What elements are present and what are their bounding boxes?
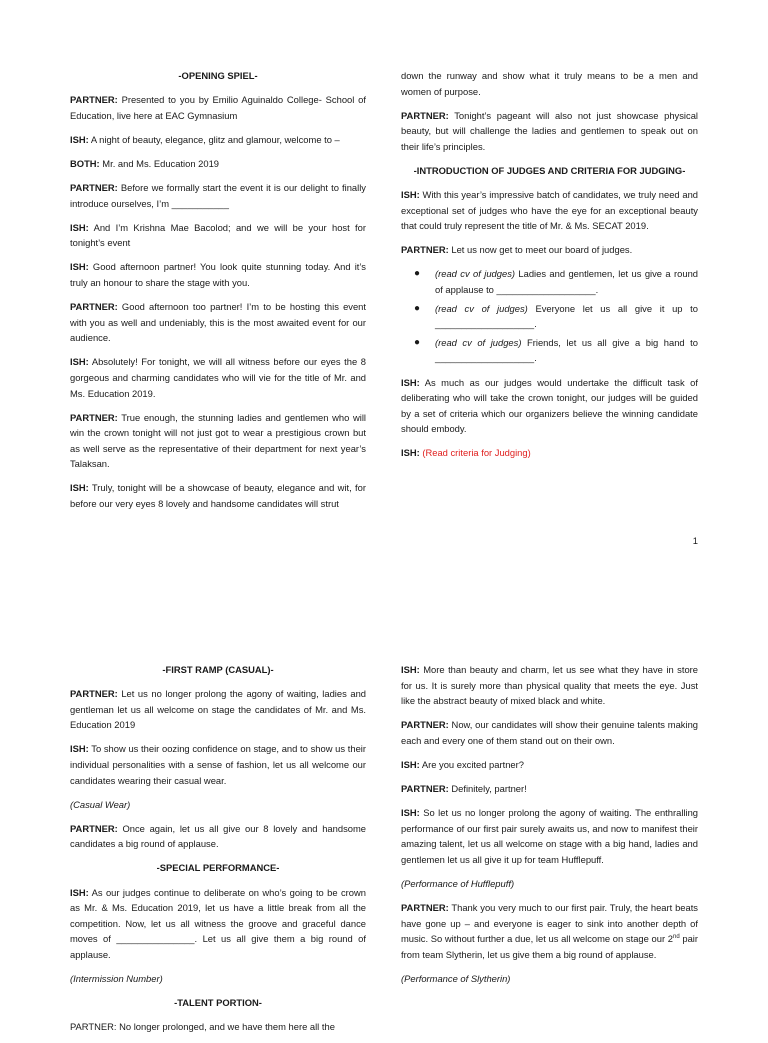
- stage-cue: (Performance of Slytherin): [401, 973, 511, 984]
- line-text: Good afternoon too partner! I’m to be hosting this event with you as well and undeniably, this is the most awaited event for our audience.: [70, 301, 366, 344]
- cutoff-line: PARTNER: No longer prolonged, and we have them here all the: [70, 1021, 335, 1033]
- script-line: [401, 242, 698, 258]
- page1-right-column: [401, 68, 698, 469]
- judges-heading: -INTRODUCTION OF JUDGES AND CRITERIA FOR JUDGING-: [413, 164, 686, 176]
- line-text: Friends, let us all give a big hand to ___________________.: [435, 336, 698, 364]
- speaker-label: PARTNER:: [70, 181, 118, 193]
- list-item: [401, 335, 698, 366]
- stage-cue: (read cv of judges): [435, 302, 528, 314]
- line-text: Definitely, partner!: [448, 783, 527, 795]
- line-text: As our judges continue to deliberate on who’s going to be crown as Mr. & Ms. Education 2019, let us have a little break from all the competition. Now, let us all witness the groove and graceful dance moves of _______________. Let us all give them a big round of applause.: [70, 886, 366, 960]
- line-text: Are you excited partner?: [419, 758, 524, 770]
- speaker-label: ISH:: [70, 221, 89, 233]
- line-text: Absolutely! For tonight, we will all witness before our eyes the 8 gorgeous and charming candidates who will vie for the title of Mr. and Ms. Education 2019.: [70, 356, 366, 399]
- criteria-cue: (Read criteria for Judging): [419, 447, 531, 459]
- line-text: More than beauty and charm, let us see what they have in store for us. It is surely more than physical quality that meets the eye. Just like the abstract beauty of mixed black and white.: [401, 664, 698, 707]
- script-line: [70, 132, 366, 148]
- document-page-2: [0, 636, 768, 1033]
- continuation-text: down the runway and show what it truly means to be a men and women of purpose.: [401, 70, 698, 97]
- line-text: So let us no longer prolong the agony of waiting. The enthralling performance of our first pair surely awaits us, and now to manifest their amazing talent, let us all welcome on stage with a big hand, ladies and gentlemen let us all give it up for team Hufflepuff.: [401, 807, 698, 865]
- line-text: Before we formally start the event it is our delight to finally introduce ourselves, I’m ___________: [70, 181, 366, 209]
- page2-right-column: [401, 662, 698, 995]
- line-text: pair from team Slytherin, let us give them a big round of applause.: [401, 933, 698, 960]
- speaker-label: ISH:: [401, 664, 420, 675]
- speaker-label: ISH:: [401, 807, 420, 819]
- script-line: [70, 741, 366, 788]
- speaker-label: ISH:: [70, 482, 89, 494]
- speaker-label: ISH:: [401, 758, 420, 770]
- script-line: [70, 480, 366, 511]
- speaker-label: ISH:: [70, 261, 89, 273]
- speaker-label: ISH:: [401, 447, 420, 459]
- page2-left-column: [70, 662, 366, 1043]
- speaker-label: PARTNER:: [70, 301, 118, 313]
- talent-portion-heading: -TALENT PORTION-: [174, 997, 262, 1009]
- line-text: Ladies and gentlemen, let us give a round of applause to ___________________.: [435, 268, 698, 296]
- stage-cue: (Casual Wear): [70, 798, 131, 810]
- script-line: [70, 410, 366, 472]
- bullet-icon: ●: [414, 336, 421, 348]
- line-text: As much as our judges would undertake the difficult task of deliberating who will take the crown tonight, our judges will be guided by a set of criteria which our organizers believe the winning candidate should embody.: [401, 376, 698, 435]
- line-text: Truly, tonight will be a showcase of beauty, elegance and wit, for before our very eyes 8 lovely and handsome candidates will strut: [70, 482, 366, 510]
- speaker-label: PARTNER:: [401, 109, 449, 121]
- speaker-label: ISH:: [70, 743, 89, 755]
- speaker-label: PARTNER:: [70, 411, 118, 423]
- line-text: To show us their oozing confidence on stage, and to show us their individual personalities with a sense of fashion, let us all welcome our candidates wearing their casual wear.: [70, 743, 366, 786]
- script-line: [401, 375, 698, 437]
- speaker-label: PARTNER:: [401, 783, 449, 795]
- line-text: A night of beauty, elegance, glitz and glamour, welcome to –: [88, 133, 340, 145]
- script-line: [401, 662, 698, 709]
- line-text: Mr. and Ms. Education 2019: [99, 157, 220, 169]
- page-gap: [0, 574, 768, 636]
- stage-cue: (read cv of judges): [435, 336, 522, 348]
- special-performance-heading: -SPECIAL PERFORMANCE-: [156, 862, 280, 874]
- line-text: Tonight’s pageant will also not just showcase physical beauty, but will challenge the ladies and gentlemen to speak out on their life’s principles.: [401, 109, 698, 152]
- script-line: [401, 445, 698, 461]
- speaker-label: PARTNER:: [70, 822, 118, 834]
- script-line: [70, 92, 366, 123]
- line-text: Everyone let us all give it up to ___________________.: [435, 302, 698, 330]
- script-line: [70, 259, 366, 290]
- line-text: Now, our candidates will show their genuine talents making each and every one of them stand out on their own.: [401, 719, 698, 746]
- script-line: [401, 108, 698, 155]
- speaker-label: PARTNER:: [401, 902, 449, 914]
- line-text: With this year’s impressive batch of candidates, we truly need and exceptional set of judges who have the eye for an exceptional beauty that could truly represent the title of Mr. & Ms. SECAT 2019.: [401, 189, 698, 232]
- speaker-label: ISH:: [70, 133, 89, 145]
- line-text: Presented to you by Emilio Aguinaldo College- School of Education, live here at EAC Gymnasium: [70, 94, 366, 121]
- speaker-label: PARTNER:: [401, 244, 449, 256]
- script-line: [401, 757, 698, 773]
- speaker-label: PARTNER:: [70, 94, 118, 106]
- line-text: Once again, let us all give our 8 lovely and handsome candidates a big round of applause.: [70, 822, 366, 850]
- script-line: [401, 717, 698, 748]
- page1-left-column: [70, 68, 366, 520]
- line-text: Let us no longer prolong the agony of waiting, ladies and gentleman let us all welcome on stage the candidates of Mr. and Ms. Education 2019: [70, 688, 366, 731]
- speaker-label: ISH:: [70, 356, 89, 368]
- script-line: [70, 156, 366, 172]
- line-text: Thank you very much to our first pair. Truly, the heart beats have gone up – and everyone is eager to sink into another depth of music. So without further a due, let us all welcome on stage our 2: [401, 902, 698, 945]
- speaker-label: PARTNER:: [70, 688, 118, 700]
- opening-spiel-heading: -OPENING SPIEL-: [178, 70, 258, 81]
- list-item: [401, 301, 698, 332]
- list-item: [401, 266, 698, 297]
- first-ramp-heading: -FIRST RAMP (CASUAL)-: [162, 664, 274, 675]
- script-line: [70, 299, 366, 346]
- script-line: [70, 821, 366, 852]
- ordinal-suffix: nd: [672, 934, 680, 941]
- stage-cue: (Intermission Number): [70, 973, 163, 984]
- script-line: [401, 805, 698, 867]
- script-line: [70, 885, 366, 963]
- script-line: [401, 900, 698, 962]
- line-text: And I’m Krishna Mae Bacolod; and we will be your host for tonight’s event: [70, 221, 366, 249]
- script-line: [70, 220, 366, 251]
- line-text: True enough, the stunning ladies and gentlemen who will win the crown tonight will not just got to wear a prestigious crown but as well serve as the representative of their department for next year’s Talaksan.: [70, 411, 366, 470]
- script-line: [70, 686, 366, 733]
- line-text: Good afternoon partner! You look quite stunning today. And it’s truly an honour to share the stage with you.: [70, 261, 366, 288]
- speaker-label: BOTH:: [70, 157, 100, 169]
- line-text: Let us now get to meet our board of judges.: [448, 244, 633, 256]
- script-line: [70, 180, 366, 211]
- speaker-label: ISH:: [401, 189, 420, 201]
- speaker-label: PARTNER:: [401, 719, 449, 731]
- bullet-icon: ●: [414, 302, 421, 314]
- page-number: 1: [692, 535, 698, 546]
- speaker-label: ISH:: [70, 886, 89, 898]
- bullet-icon: ●: [414, 268, 421, 280]
- stage-cue: (Performance of Hufflepuff): [401, 878, 515, 890]
- script-line: [401, 187, 698, 234]
- speaker-label: ISH:: [401, 376, 420, 388]
- judges-list: [401, 266, 698, 366]
- stage-cue: (read cv of judges): [435, 268, 516, 280]
- script-line: [401, 781, 698, 797]
- script-line: [70, 354, 366, 401]
